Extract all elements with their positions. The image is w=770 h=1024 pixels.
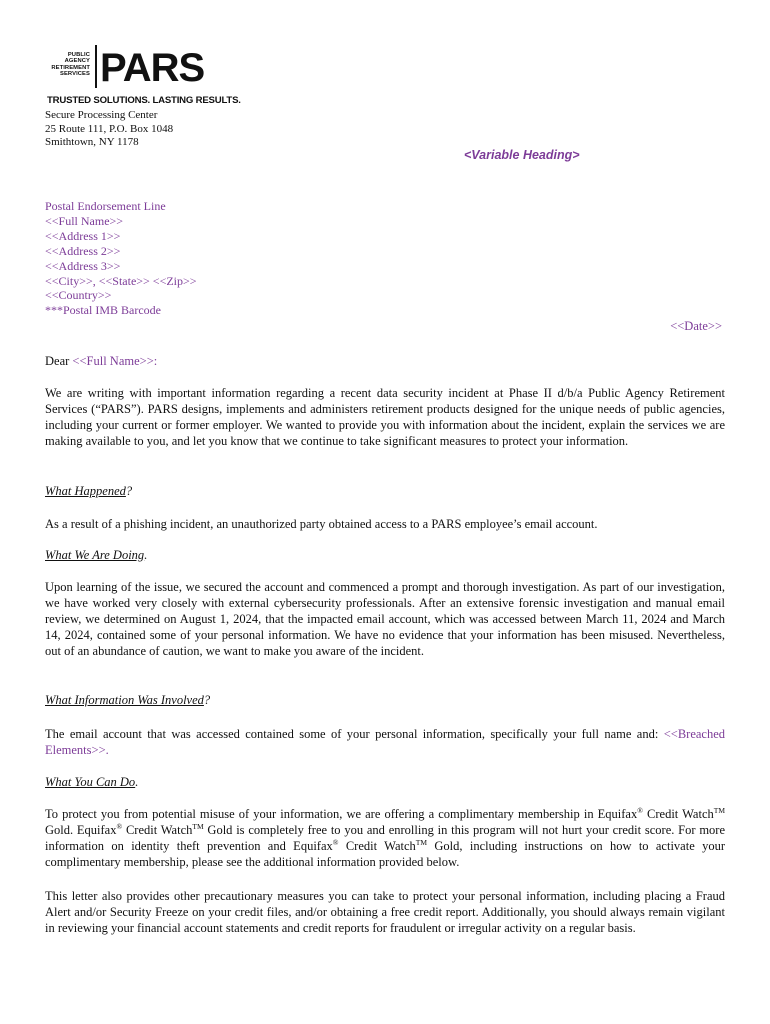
letter-date: <<Date>> — [670, 319, 722, 333]
heading-what-happened — [45, 484, 132, 499]
heading-what-you-can-do — [45, 775, 138, 790]
registered-mark: ® — [332, 838, 339, 847]
heading-punct: ? — [125, 484, 133, 498]
logo-line: AGENCY — [64, 58, 90, 65]
text-run: Gold is completely free to you and enrolling in this program will not hurt your credit score. For more information on identity theft prevention and Equifax — [45, 823, 725, 853]
registered-mark: ® — [637, 806, 643, 815]
text-run: Credit Watch — [122, 823, 193, 837]
heading-what-information-was-involved — [45, 693, 210, 708]
logo-tagline: TRUSTED SOLUTIONS. LASTING RESULTS. — [47, 95, 241, 106]
address-line: <<Full Name>> — [45, 213, 124, 228]
trademark-mark: TM — [415, 838, 428, 847]
logo-divider — [95, 45, 97, 88]
logo-line: SERVICES — [59, 70, 90, 77]
precautionary-paragraph: This letter also provides other precautionary measures you can take to protect your personal information, including placing a Fraud Alert and/or Security Freeze on your credit files, and/or obtaining a free credit report. Additionally, you should always remain vigilant in reviewing your financial account statements and credit reports for fraudulent or irregular activity on a regular basis. — [45, 889, 725, 935]
text-run: To protect you from potential misuse of your information, we are offering a complimentary membership in Equifax — [45, 807, 638, 821]
trademark-mark: TM — [192, 822, 204, 831]
heading-text: What Information Was Involved — [45, 693, 204, 707]
trademark-mark: TM — [713, 806, 726, 815]
heading-what-we-are-doing — [45, 548, 147, 563]
heading-punct: . — [135, 775, 139, 789]
involved-text: The email account that was accessed contained some of your personal information, specifically your full name and: — [45, 727, 659, 741]
logo-line: PUBLIC — [67, 52, 90, 58]
address-line: <<Address 3>> — [45, 258, 121, 273]
logo-pars: PARS — [100, 46, 205, 90]
sender-address — [45, 109, 173, 150]
salutation-name: <<Full Name>>: — [72, 354, 158, 368]
salutation-prefix: Dear — [45, 354, 73, 368]
what-we-are-doing-paragraph: Upon learning of the issue, we secured the account and commenced a prompt and thorough investigation. As part of our investigation, we have worked very closely with external cybersecurity professionals. After an extensive forensic investigation and manual email review, we determined on August 1, 2024, that the impacted email account, which was accessed between March 11, 2024 and March 14, 2024, contained some of your personal information. We have no evidence that your information has been misused. Nevertheless, out of an abundance of caution, we want to make you aware of the incident. — [45, 580, 725, 658]
text-run: Gold. Equifax — [45, 823, 117, 837]
heading-punct: . — [144, 548, 148, 562]
text-run: Gold, including instructions on how to activate your complimentary membership, please see the additional information provided below. — [45, 839, 726, 869]
logo-line: RETIREMENT — [51, 64, 90, 71]
breached-elements: <<Breached Elements>>. — [45, 727, 726, 757]
address-line: <<City>>, <<State>> <<Zip>> — [45, 273, 197, 288]
heading-text: What We Are Doing — [45, 548, 145, 562]
variable-heading: <Variable Heading> — [464, 148, 580, 162]
text-run: Credit Watch — [338, 839, 416, 853]
what-happened-paragraph: As a result of a phishing incident, an unauthorized party obtained access to a PARS employee’s email account. — [45, 517, 598, 531]
salutation — [45, 353, 157, 369]
registered-mark: ® — [116, 822, 123, 831]
recipient-address — [45, 199, 197, 318]
intro-paragraph: We are writing with important information regarding a recent data security incident at Phase II d/b/a Public Agency Retirement Services (“PARS”). PARS designs, implements and administers retirement products designed for the unique needs of public agencies, including your current or former employer. We wanted to provide you with information about the incident, explain the services we are making available to you, and let you know that we continue to take significant measures to protect your information. — [45, 386, 725, 448]
text-run: Credit Watch — [647, 807, 714, 821]
address-line: Postal Endorsement Line — [45, 199, 166, 213]
address-line: <<Address 1>> — [45, 228, 121, 243]
what-information-paragraph — [45, 726, 725, 758]
heading-punct: ? — [203, 693, 211, 707]
logo-agency-text — [40, 52, 90, 77]
sender-line: 25 Route 111, P.O. Box 1048 — [45, 122, 174, 135]
address-line: ***Postal IMB Barcode — [45, 303, 161, 318]
heading-text: What You Can Do — [45, 775, 136, 789]
what-you-can-do-paragraph — [45, 806, 725, 870]
address-line: <<Address 2>> — [45, 243, 121, 258]
address-line: <<Country>> — [45, 288, 112, 303]
sender-line: Smithtown, NY 1178 — [45, 136, 139, 148]
heading-text: What Happened — [45, 484, 126, 498]
sender-line: Secure Processing Center — [45, 109, 158, 121]
